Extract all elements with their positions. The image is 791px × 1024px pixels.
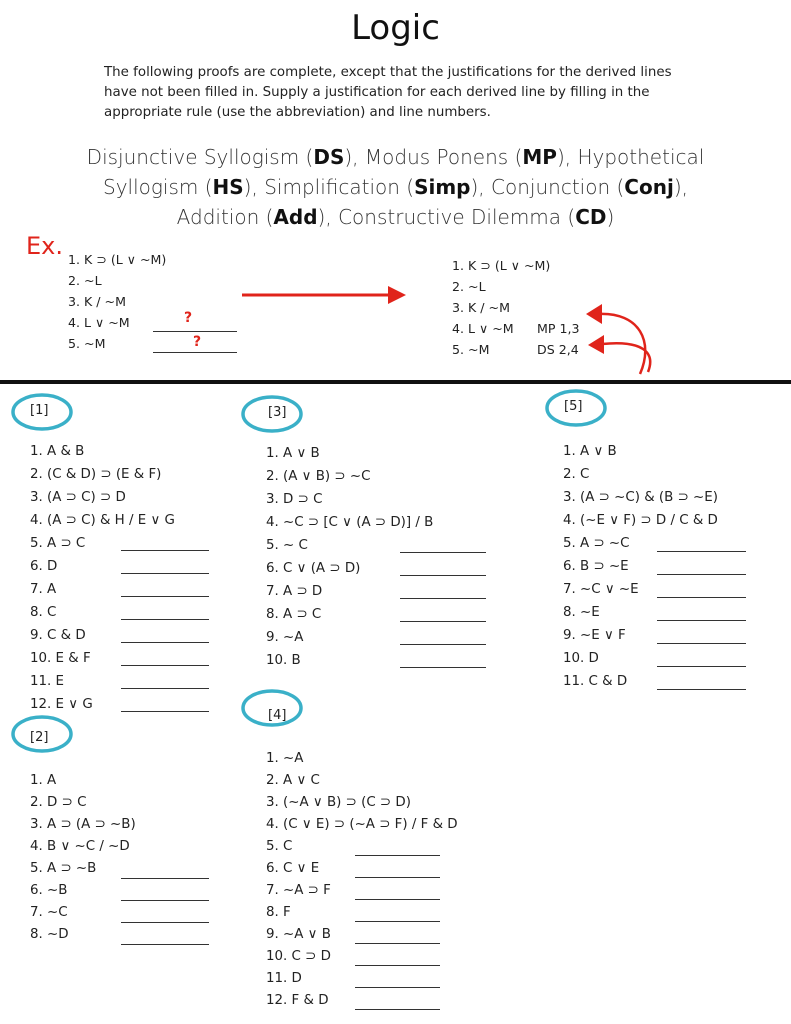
rule-mp: Modus Ponens (MP), xyxy=(364,145,578,169)
list-item: 1. K ⊃ (L ∨ ~M) xyxy=(68,252,167,267)
list-item: 9. ~E ∨ F xyxy=(563,628,626,643)
problem-label: [3] xyxy=(268,405,287,420)
list-item: 6. C ∨ (A ⊃ D) xyxy=(266,561,361,576)
answer-blank[interactable] xyxy=(121,642,209,643)
list-item: 5. ~M xyxy=(68,336,106,351)
list-item: 1. A xyxy=(30,773,57,788)
list-item: 3. A ⊃ (A ⊃ ~B) xyxy=(30,817,136,832)
answer-blank[interactable] xyxy=(657,551,746,552)
list-item: 7. A ⊃ D xyxy=(266,584,323,599)
list-item: 2. C xyxy=(563,467,590,482)
answer-blank[interactable] xyxy=(657,620,746,621)
question-mark: ? xyxy=(184,310,193,326)
list-item: 9. ~A xyxy=(266,630,304,645)
list-item: 11. C & D xyxy=(563,674,628,689)
list-item: 7. ~C ∨ ~E xyxy=(563,582,639,597)
list-item: 11. D xyxy=(266,971,302,986)
answer-blank[interactable] xyxy=(400,575,486,576)
problem-5 xyxy=(563,444,783,694)
section-divider xyxy=(0,380,791,384)
answer-blank[interactable] xyxy=(121,922,209,923)
answer-blank[interactable] xyxy=(400,667,486,668)
answer-blank[interactable] xyxy=(657,574,746,575)
list-item: 2. A ∨ C xyxy=(266,773,320,788)
answer-blank[interactable] xyxy=(355,943,440,944)
rule-simp: Simplification (Simp), xyxy=(264,175,492,199)
answer-blank[interactable] xyxy=(121,573,209,574)
list-item: 5. ~ C xyxy=(266,538,308,553)
list-item: 6. ~B xyxy=(30,883,68,898)
list-item: 1. A & B xyxy=(30,444,85,459)
list-item: 8. ~D xyxy=(30,927,69,942)
list-item: 1. K ⊃ (L ∨ ~M) xyxy=(452,258,551,273)
list-item: 4. ~C ⊃ [C ∨ (A ⊃ D)] / B xyxy=(266,515,434,530)
list-item: 1. A ∨ B xyxy=(266,446,320,461)
list-item: 7. A xyxy=(30,582,57,597)
problem-2 xyxy=(30,773,230,953)
list-item: 5. A ⊃ ~C xyxy=(563,536,630,551)
answer-blank[interactable] xyxy=(355,921,440,922)
instructions: The following proofs are complete, except that the justifications for the derived lines have not been filled in. Supply a justification for each derived line by filling in the appropriate rule (use the abbreviation) and line numbers. xyxy=(104,65,672,120)
list-item: 2. ~L xyxy=(68,273,102,288)
example-label: Ex. xyxy=(26,232,63,260)
list-item: 4. (~E ∨ F) ⊃ D / C & D xyxy=(563,513,718,528)
list-item: 12. F & D xyxy=(266,993,329,1008)
answer-blank[interactable] xyxy=(355,877,440,878)
list-item: 6. D xyxy=(30,559,58,574)
curved-arrows-icon xyxy=(570,292,660,378)
list-item: 12. E ∨ G xyxy=(30,697,93,712)
list-item: 8. ~E xyxy=(563,605,600,620)
question-mark: ? xyxy=(193,334,202,350)
list-item: 1. ~A xyxy=(266,751,304,766)
list-item: 3. K / ~M xyxy=(68,294,126,309)
rule-add: Addition (Add), xyxy=(176,205,339,229)
answer-blank[interactable] xyxy=(355,987,440,988)
list-item: 4. B ∨ ~C / ~D xyxy=(30,839,130,854)
answer-blank[interactable] xyxy=(355,899,440,900)
answer-blank[interactable] xyxy=(121,619,209,620)
problem-4 xyxy=(266,751,526,1021)
answer-blank[interactable] xyxy=(400,598,486,599)
answer-blank[interactable] xyxy=(153,352,237,353)
list-item: 9. ~A ∨ B xyxy=(266,927,331,942)
list-item: 4. L ∨ ~M xyxy=(452,321,514,336)
example-proof-left xyxy=(68,252,268,362)
list-item: 9. C & D xyxy=(30,628,86,643)
list-item: 2. (A ∨ B) ⊃ ~C xyxy=(266,469,371,484)
list-item: 11. E xyxy=(30,674,65,689)
right-arrow-icon xyxy=(240,283,410,307)
list-item: 4. (A ⊃ C) & H / E ∨ G xyxy=(30,513,175,528)
problem-label: [2] xyxy=(30,730,49,745)
answer-blank[interactable] xyxy=(657,597,746,598)
list-item: 8. F xyxy=(266,905,291,920)
answer-blank[interactable] xyxy=(400,644,486,645)
list-item: 5. C xyxy=(266,839,293,854)
list-item: 2. ~L xyxy=(452,279,486,294)
list-item: 10. E & F xyxy=(30,651,91,666)
list-item: 4. (C ∨ E) ⊃ (~A ⊃ F) / F & D xyxy=(266,817,458,832)
answer-blank[interactable] xyxy=(121,711,209,712)
list-item: 3. K / ~M xyxy=(452,300,510,315)
problem-label: [1] xyxy=(30,403,49,418)
answer-blank[interactable] xyxy=(121,878,209,879)
page-title: Logic xyxy=(351,8,440,48)
list-item: 3. (~A ∨ B) ⊃ (C ⊃ D) xyxy=(266,795,411,810)
answer-blank[interactable] xyxy=(121,550,209,551)
problem-3 xyxy=(266,446,506,676)
list-item: 8. C xyxy=(30,605,57,620)
list-item: 2. D ⊃ C xyxy=(30,795,87,810)
justification: DS 2,4 xyxy=(537,342,579,357)
list-item: 10. B xyxy=(266,653,301,668)
list-item: 8. A ⊃ C xyxy=(266,607,322,622)
list-item: 3. (A ⊃ ~C) & (B ⊃ ~E) xyxy=(563,490,718,505)
list-item: 3. (A ⊃ C) ⊃ D xyxy=(30,490,126,505)
problem-1 xyxy=(30,444,230,714)
answer-blank[interactable] xyxy=(153,331,237,332)
list-item: 10. D xyxy=(563,651,599,666)
rule-conj: Conjunction (Conj), xyxy=(491,175,688,199)
list-item: 7. ~A ⊃ F xyxy=(266,883,331,898)
list-item: 5. A ⊃ C xyxy=(30,536,86,551)
rule-cd: Constructive Dilemma (CD) xyxy=(338,205,615,229)
answer-blank[interactable] xyxy=(121,944,209,945)
list-item: 3. D ⊃ C xyxy=(266,492,323,507)
answer-blank[interactable] xyxy=(355,965,440,966)
list-item: 1. A ∨ B xyxy=(563,444,617,459)
list-item: 5. ~M xyxy=(452,342,490,357)
answer-blank[interactable] xyxy=(355,1009,440,1010)
list-item: 10. C ⊃ D xyxy=(266,949,331,964)
rule-ds: Disjunctive Syllogism (DS), xyxy=(86,145,365,169)
list-item: 6. C ∨ E xyxy=(266,861,320,876)
list-item: 2. (C & D) ⊃ (E & F) xyxy=(30,467,162,482)
answer-blank[interactable] xyxy=(657,643,746,644)
problem-label: [4] xyxy=(268,708,287,723)
list-item: 6. B ⊃ ~E xyxy=(563,559,629,574)
answer-blank[interactable] xyxy=(121,596,209,597)
answer-blank[interactable] xyxy=(121,900,209,901)
answer-blank[interactable] xyxy=(400,552,486,553)
rules-list xyxy=(60,142,731,232)
list-item: 7. ~C xyxy=(30,905,68,920)
answer-blank[interactable] xyxy=(400,621,486,622)
answer-blank[interactable] xyxy=(121,688,209,689)
answer-blank[interactable] xyxy=(121,665,209,666)
answer-blank[interactable] xyxy=(657,689,746,690)
list-item: 5. A ⊃ ~B xyxy=(30,861,97,876)
problem-label: [5] xyxy=(564,399,583,414)
justification: MP 1,3 xyxy=(537,321,580,336)
answer-blank[interactable] xyxy=(657,666,746,667)
rule-hs: Hypothetical Syllogism (HS), xyxy=(103,145,705,199)
answer-blank[interactable] xyxy=(355,855,440,856)
list-item: 4. L ∨ ~M xyxy=(68,315,130,330)
